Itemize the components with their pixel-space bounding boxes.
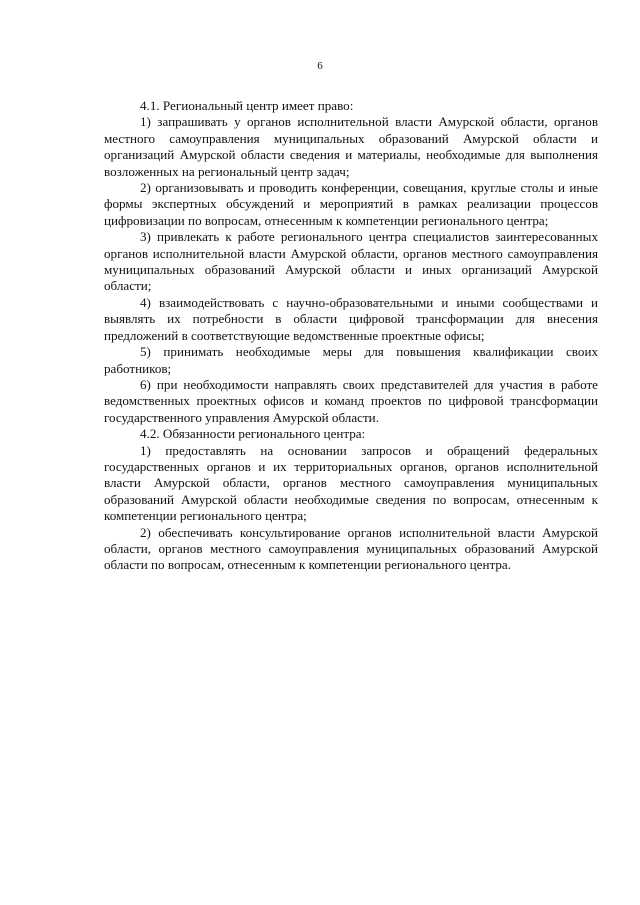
paragraph-right-2: 2) организовывать и проводить конференции, совещания, круглые столы и иные формы экспертных обсуждений и мероприятий в рамках реализации процессов цифровизации по вопросам, отнесенным к компетенции регионального центра;	[104, 180, 598, 228]
paragraph-duty-2: 2) обеспечивать консультирование органов исполнительной власти Амурской области, органов местного самоуправления муниципальных образований Амурской области по вопросам, отнесенным к компетенции регионального центра.	[104, 524, 598, 573]
paragraph-right-4: 4) взаимодействовать с научно-образовательными и иными сообществами и выявлять их потребности в области цифровой трансформации для внесения предложений в соответствующие ведомственные проектные офисы;	[104, 294, 598, 343]
document-body	[104, 98, 598, 574]
paragraph-right-6: 6) при необходимости направлять своих представителей для участия в работе ведомственных проектных офисов и команд проектов по цифровой трансформации государственного управления Амурской области.	[104, 376, 598, 425]
paragraph-right-3: 3) привлекать к работе регионального центра специалистов заинтересованных органов исполнительной власти Амурской области, органов местного самоуправления муниципальных образований Амурской области и иных организаций Амурской области;	[104, 229, 598, 294]
section-heading-4-2: 4.2. Обязанности регионального центра:	[140, 426, 366, 442]
paragraph-right-1: 1) запрашивать у органов исполнительной власти Амурской области, органов местного самоуправления муниципальных образований Амурской области и организаций Амурской области сведения и материалы, необходимые для выполнения возложенных на региональный центр задач;	[104, 114, 598, 179]
page-number: 6	[317, 60, 323, 72]
paragraph-duty-1: 1) предоставлять на основании запросов и обращений федеральных государственных органов и их территориальных органов, органов исполнительной власти Амурской области, органов местного самоуправления муниципальных образований Амурской области необходимые сведения по вопросам, отнесенным к компетенции регионального центра;	[104, 442, 598, 524]
paragraph-right-5: 5) принимать необходимые меры для повышения квалификации своих работников;	[104, 344, 598, 376]
section-heading-4-1: 4.1. Региональный центр имеет право:	[140, 98, 354, 113]
